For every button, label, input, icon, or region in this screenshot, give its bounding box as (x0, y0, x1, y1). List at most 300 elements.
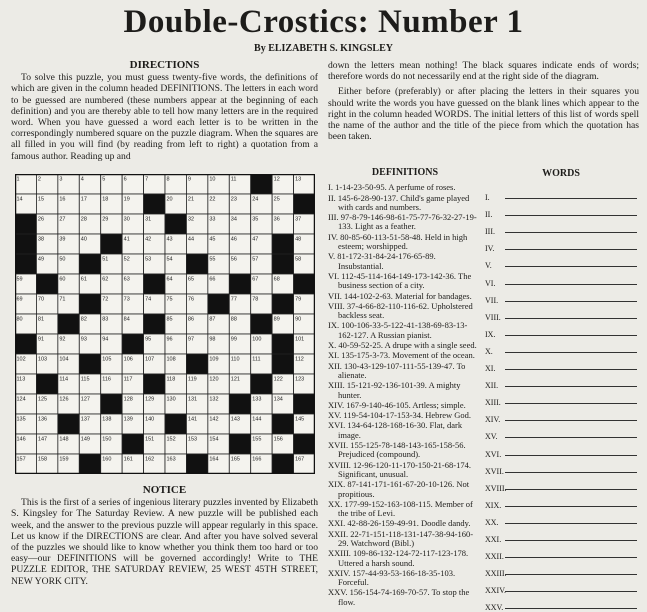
grid-square-number: 28 (80, 216, 87, 223)
grid-black-square (272, 254, 293, 274)
grid-square-number: 53 (145, 256, 152, 263)
word-entry-row[interactable] (485, 424, 637, 441)
definition-item: III. 97-8-79-146-98-61-75-77-76-32-27-19-133. Light as a feather. (328, 212, 477, 232)
grid-square-number: 27 (59, 216, 66, 223)
grid-square-number: 34 (230, 216, 237, 223)
grid-black-square (186, 354, 207, 374)
word-entry-row[interactable] (485, 356, 637, 373)
word-blank-line[interactable] (505, 385, 637, 387)
grid-black-square (15, 234, 36, 254)
word-entry-row[interactable] (485, 219, 637, 236)
word-blank-line[interactable] (505, 522, 637, 524)
grid-square-number: 154 (209, 436, 219, 443)
word-blank-line[interactable] (505, 265, 637, 267)
grid-square-number: 10 (209, 176, 216, 183)
word-blank-line[interactable] (505, 539, 637, 541)
grid-black-square (165, 214, 186, 234)
grid-square-number: 133 (252, 396, 262, 403)
words-heading: WORDS (542, 168, 580, 179)
word-number-label: XX. (485, 517, 499, 527)
grid-square-number: 112 (295, 356, 304, 363)
word-number-label: XVIII. (485, 483, 507, 493)
grid-black-square (15, 254, 36, 274)
grid-square-number: 122 (273, 376, 283, 383)
word-blank-line[interactable] (505, 334, 637, 336)
word-number-label: III. (485, 227, 495, 237)
grid-square-number: 147 (37, 436, 48, 443)
definition-item: XIX. 87-141-171-161-67-20-10-126. Not propitious. (328, 479, 470, 499)
grid-black-square (15, 214, 36, 234)
word-blank-line[interactable] (505, 317, 637, 319)
grid-square-number: 55 (209, 256, 216, 263)
definition-item: I. 1-14-23-50-95. A perfume of roses. (328, 182, 456, 193)
grid-square-number: 50 (59, 256, 66, 263)
definition-item: X. 40-59-52-25. A drupe with a single seed. (328, 340, 477, 351)
grid-square-number: 25 (273, 196, 280, 203)
grid-square-number: 61 (80, 276, 87, 283)
notice-text: This is the first of a series of ingenious literary puzzles invented by Elizabeth S. Kingsley for The Saturday Review. A new puzzle will be published each week, and the answer to the previous puzzle will appear regularly in this space. Let us know if the DIRECTIONS are clear. And after you have solved several of the puzzles we should like to know whether you think them too hard or too easy—our DEFINITIONS will be governed accordingly! Write to THE PUZZLE EDITOR, THE SATURDAY REVIEW, 25 WEST 45TH STREET, NEW YORK CITY. (11, 497, 318, 587)
puzzle-diagram[interactable] (15, 174, 315, 474)
grid-black-square (272, 414, 293, 434)
grid-square-number: 11 (230, 176, 237, 183)
grid-square-number: 98 (209, 336, 216, 343)
directions-right-column (328, 60, 639, 146)
word-entry-row[interactable] (485, 236, 637, 253)
word-number-label: XXV. (485, 603, 504, 612)
grid-square-number: 70 (37, 296, 45, 303)
grid-square-number: 85 (166, 316, 173, 323)
word-entry-row[interactable] (485, 561, 637, 578)
grid-square-number: 52 (123, 256, 130, 263)
grid-square-number: 89 (273, 316, 280, 323)
definition-item: VIII. 37-4-66-82-110-116-62. Upholstered backless seat. (328, 300, 473, 321)
grid-square-number: 166 (252, 456, 262, 463)
word-blank-line[interactable] (505, 197, 637, 199)
grid-square-number: 57 (252, 256, 259, 263)
grid-square-number: 158 (37, 456, 48, 463)
grid-square-number: 134 (273, 396, 283, 403)
grid-square-number: 128 (123, 396, 133, 403)
grid-square-number: 160 (102, 456, 112, 463)
grid-square-number: 39 (59, 236, 66, 243)
words-column (485, 168, 637, 612)
grid-black-square (36, 274, 57, 294)
grid-square-number: 145 (295, 416, 305, 423)
grid-black-square (272, 294, 293, 314)
grid-black-square (79, 294, 100, 314)
grid-square-number: 130 (166, 396, 176, 403)
grid-square-number: 129 (145, 396, 155, 403)
word-number-label: V. (485, 261, 492, 271)
grid-square-number: 108 (166, 356, 176, 363)
word-number-label: XIII. (485, 398, 501, 408)
grid-square-number: 159 (59, 456, 69, 463)
grid-square-number: 109 (209, 356, 219, 363)
definition-item: XXV. 156-154-74-169-70-57. To stop the flow. (328, 587, 470, 607)
grid-square-number: 47 (252, 236, 259, 243)
grid-square-number: 116 (102, 376, 111, 383)
grid-square-number: 84 (123, 316, 130, 323)
word-number-label: XXIII. (485, 569, 507, 579)
grid-square-number: 120 (209, 376, 219, 383)
grid-square-number: 40 (80, 236, 87, 243)
word-entry-row[interactable] (485, 305, 637, 322)
word-blank-line[interactable] (505, 283, 637, 285)
word-entry-row[interactable] (485, 476, 637, 493)
grid-square-number: 8 (166, 176, 170, 183)
grid-square-number: 150 (102, 436, 112, 443)
word-entry-row[interactable] (485, 441, 637, 458)
grid-square-number: 163 (166, 456, 176, 463)
grid-square-number: 76 (187, 296, 195, 303)
grid-black-square (144, 374, 165, 394)
grid-square-number: 124 (16, 396, 26, 403)
grid-square-number: 37 (295, 216, 302, 223)
grid-square-number: 72 (102, 296, 109, 303)
grid-square-number: 80 (16, 316, 23, 323)
directions-text-left: To solve this puzzle, you must guess twenty-five words, the definitions of which are given in the column headed DEFINITIONS. The letters in each word to be guessed are numbered (these numbers appear at the beginning of each definition) and you are thereby able to tell how many letters are in the required word. When you have guessed a word each letter is to be written in the correspondingly numbered square on the puzzle diagram. When the squares are all filled in you will find (by reading from left to right) a quotation from a famous author. Reading up and (11, 72, 318, 162)
definition-item: IX. 100-106-33-5-122-41-138-69-83-13-162-127. A Russian pianist. (328, 320, 468, 340)
grid-square-number: 101 (295, 336, 305, 343)
word-blank-line[interactable] (505, 248, 637, 250)
grid-square-number: 7 (145, 176, 149, 183)
word-blank-line[interactable] (505, 214, 637, 216)
puzzle-grid-svg[interactable] (15, 174, 315, 474)
notice-section (11, 485, 318, 591)
grid-black-square (144, 314, 165, 334)
grid-black-square (229, 434, 250, 454)
grid-square-number: 110 (230, 356, 240, 363)
grid-square-number: 5 (102, 176, 106, 183)
word-entry-row[interactable] (485, 527, 637, 544)
word-blank-line[interactable] (505, 505, 637, 507)
grid-square-number: 131 (187, 396, 198, 403)
grid-square-number: 151 (145, 436, 155, 443)
grid-square-number: 13 (295, 176, 302, 183)
grid-square-number: 143 (230, 416, 240, 423)
grid-square-number: 153 (187, 436, 198, 443)
grid-square-number: 23 (230, 196, 237, 203)
definition-item: XXIV. 157-44-93-53-166-18-35-103. Forceful. (328, 567, 456, 588)
grid-square-number: 26 (37, 216, 45, 223)
grid-square-number: 54 (166, 256, 173, 263)
grid-black-square (272, 334, 293, 354)
grid-square-number: 146 (16, 436, 26, 443)
grid-square-number: 90 (295, 316, 302, 323)
word-entry-row[interactable] (485, 339, 637, 356)
word-entry-row[interactable] (485, 578, 637, 595)
grid-square-number: 142 (209, 416, 219, 423)
grid-square-number: 49 (37, 256, 45, 263)
grid-square-number: 164 (209, 456, 219, 463)
word-blank-line[interactable] (505, 590, 637, 592)
grid-black-square (144, 194, 165, 214)
definition-item: XXII. 22-71-151-118-131-147-38-94-160-29. Watchword (Bibl.) (328, 528, 474, 548)
grid-square-number: 46 (230, 236, 237, 243)
word-entry-row[interactable] (485, 185, 637, 202)
grid-square-number: 45 (209, 236, 216, 243)
grid-square-number: 113 (16, 376, 26, 383)
grid-square-number: 95 (145, 336, 152, 343)
grid-square-number: 29 (102, 216, 109, 223)
grid-square-number: 155 (252, 436, 262, 443)
grid-square-number: 74 (145, 296, 152, 303)
grid-square-number: 78 (252, 296, 259, 303)
grid-square-number: 148 (59, 436, 69, 443)
grid-square-number: 105 (102, 356, 112, 363)
word-number-label: XVII. (485, 466, 504, 476)
word-entry-row[interactable] (485, 390, 637, 407)
grid-square-number: 67 (252, 276, 259, 283)
grid-square-number: 144 (252, 416, 262, 423)
grid-black-square (15, 334, 36, 354)
definition-item: XX. 177-99-152-163-108-115. Member of the tribe of Levi. (328, 498, 473, 519)
grid-square-number: 58 (295, 256, 302, 263)
word-number-label: IV. (485, 244, 495, 254)
page-title: Double-Crostics: Number 1 (123, 4, 524, 40)
grid-black-square (272, 454, 293, 474)
word-number-label: XII. (485, 381, 499, 391)
directions-text-right-2: Either before (preferably) or after placing the letters in their squares you should write the words you have guessed on the blank lines which appear to the right in the column headed WORDS. The initial letters of this list of words spell the name of the author and the title of the piece from which the quotation has been taken. (328, 86, 639, 143)
grid-black-square (101, 234, 122, 254)
grid-black-square (229, 394, 250, 414)
grid-black-square (294, 274, 315, 294)
grid-square-number: 15 (37, 196, 45, 203)
grid-square-number: 22 (209, 196, 216, 203)
word-entry-row[interactable] (485, 493, 637, 510)
grid-square-number: 87 (209, 316, 216, 323)
definition-item: V. 81-172-31-84-24-176-65-89. Insubstantial. (328, 251, 436, 271)
word-number-label: XXIV. (485, 586, 506, 596)
grid-black-square (272, 354, 293, 374)
word-blank-line[interactable] (505, 436, 637, 438)
grid-square-number: 136 (37, 416, 48, 423)
word-blank-line[interactable] (505, 454, 637, 456)
grid-square-number: 73 (123, 296, 130, 303)
grid-square-number: 42 (145, 236, 152, 243)
grid-black-square (229, 274, 250, 294)
word-blank-line[interactable] (505, 488, 637, 490)
word-blank-line[interactable] (505, 556, 637, 558)
word-number-label: I. (485, 193, 490, 203)
grid-square-number: 82 (80, 316, 87, 323)
grid-black-square (294, 394, 315, 414)
word-entry-row[interactable] (485, 510, 637, 527)
grid-black-square (294, 194, 315, 214)
grid-square-number: 65 (187, 276, 195, 283)
grid-square-number: 43 (166, 236, 173, 243)
grid-square-number: 126 (59, 396, 69, 403)
grid-black-square (122, 334, 143, 354)
word-number-label: XI. (485, 364, 496, 374)
grid-square-number: 2 (37, 176, 41, 183)
word-entry-row[interactable] (485, 322, 637, 339)
grid-square-number: 17 (80, 196, 87, 203)
word-number-label: IX. (485, 329, 496, 339)
directions-text-right-1: down the letters mean nothing! The black squares indicate ends of words; therefore words do not necessarily end at the right side of the diagram. (328, 60, 639, 83)
definition-item: XI. 135-175-3-73. Movement of the ocean. (328, 350, 475, 361)
grid-black-square (208, 294, 229, 314)
word-blank-line[interactable] (505, 573, 637, 575)
definition-item: XIV. 167-9-140-46-105. Artless; simple. (328, 399, 466, 410)
definition-item: IV. 80-85-60-113-51-58-48. Held in high esteem; worshipped. (328, 231, 468, 252)
grid-square-number: 92 (59, 336, 66, 343)
word-number-label: XXII. (485, 552, 504, 562)
word-entry-row[interactable] (485, 202, 637, 219)
grid-square-number: 123 (295, 376, 305, 383)
grid-square-number: 33 (209, 216, 216, 223)
grid-square-number: 125 (37, 396, 48, 403)
grid-square-number: 79 (295, 296, 302, 303)
word-blank-line[interactable] (505, 300, 637, 302)
grid-black-square (79, 454, 100, 474)
definition-item: XXI. 42-88-26-159-49-91. Doodle dandy. (328, 518, 471, 529)
word-number-label: VII. (485, 295, 499, 305)
grid-black-square (165, 414, 186, 434)
grid-square-number: 139 (123, 416, 133, 423)
grid-square-number: 96 (166, 336, 173, 343)
grid-black-square (144, 274, 165, 294)
word-entry-row[interactable] (485, 253, 637, 270)
grid-square-number: 19 (123, 196, 130, 203)
grid-square-number: 48 (295, 236, 302, 243)
grid-square-number: 137 (80, 416, 90, 423)
definition-item: XXIII. 109-86-132-124-72-117-123-178. Uttered a harsh sound. (328, 548, 469, 568)
grid-square-number: 115 (80, 376, 90, 383)
grid-square-number: 93 (80, 336, 87, 343)
definitions-column (328, 168, 482, 608)
word-entry-row[interactable] (485, 544, 637, 561)
grid-square-number: 121 (230, 376, 240, 383)
grid-square-number: 165 (230, 456, 240, 463)
grid-square-number: 44 (187, 236, 195, 243)
grid-square-number: 141 (187, 416, 198, 423)
grid-square-number: 30 (123, 216, 130, 223)
byline: By ELIZABETH S. KINGSLEY (254, 43, 393, 54)
word-number-label: XIX. (485, 500, 502, 510)
grid-black-square (186, 254, 207, 274)
grid-square-number: 167 (295, 456, 305, 463)
grid-square-number: 9 (187, 176, 191, 183)
grid-square-number: 41 (123, 236, 130, 243)
definition-item: VI. 112-45-114-164-149-173-142-36. The business section of a city. (328, 270, 472, 291)
directions-left-column (11, 60, 318, 166)
grid-black-square (122, 434, 143, 454)
grid-square-number: 59 (16, 276, 23, 283)
grid-black-square (79, 254, 100, 274)
word-number-label: XV. (485, 432, 498, 442)
grid-square-number: 81 (37, 316, 45, 323)
definition-item: XIII. 15-121-92-136-101-39. A mighty hunter. (328, 380, 461, 400)
word-number-label: II. (485, 210, 493, 220)
grid-square-number: 56 (230, 256, 237, 263)
definition-item: XV. 119-54-104-17-153-34. Hebrew God. (328, 410, 472, 421)
directions-heading: DIRECTIONS (129, 59, 200, 71)
notice-heading: NOTICE (142, 484, 187, 496)
definition-item: XVI. 134-64-128-168-16-30. Flat, dark image. (328, 420, 463, 440)
grid-black-square (36, 374, 57, 394)
word-blank-line[interactable] (505, 419, 637, 421)
grid-square-number: 138 (102, 416, 112, 423)
grid-square-number: 63 (123, 276, 130, 283)
grid-square-number: 71 (59, 296, 66, 303)
word-blank-line[interactable] (505, 351, 637, 353)
word-entry-row[interactable] (485, 595, 637, 612)
grid-square-number: 6 (123, 176, 127, 183)
word-number-label: X. (485, 346, 493, 356)
grid-square-number: 18 (102, 196, 109, 203)
grid-black-square (101, 394, 122, 414)
grid-square-number: 64 (166, 276, 173, 283)
grid-square-number: 104 (59, 356, 69, 363)
grid-black-square (251, 314, 272, 334)
grid-square-number: 31 (145, 216, 152, 223)
grid-square-number: 91 (37, 336, 45, 343)
grid-square-number: 68 (273, 276, 280, 283)
word-entry-row[interactable] (485, 459, 637, 476)
grid-square-number: 88 (230, 316, 237, 323)
grid-black-square (251, 174, 272, 194)
word-entry-row[interactable] (485, 373, 637, 390)
word-blank-line[interactable] (505, 368, 637, 370)
grid-square-number: 4 (80, 176, 84, 183)
grid-square-number: 21 (187, 196, 195, 203)
word-blank-line[interactable] (505, 402, 637, 404)
grid-square-number: 107 (145, 356, 155, 363)
word-blank-line[interactable] (505, 607, 637, 609)
grid-square-number: 111 (252, 356, 261, 363)
grid-square-number: 149 (80, 436, 90, 443)
grid-square-number: 14 (16, 196, 23, 203)
word-number-label: XIV. (485, 415, 501, 425)
definitions-heading: DEFINITIONS (371, 167, 439, 178)
grid-square-number: 94 (102, 336, 109, 343)
word-number-label: VIII. (485, 312, 501, 322)
grid-black-square (58, 414, 79, 434)
grid-square-number: 20 (166, 196, 173, 203)
word-number-label: XVI. (485, 449, 502, 459)
definition-item: II. 145-6-28-90-137. Child's game played with cards and numbers. (328, 192, 470, 212)
grid-square-number: 60 (59, 276, 66, 283)
grid-black-square (58, 314, 79, 334)
grid-square-number: 12 (273, 176, 280, 183)
grid-square-number: 83 (102, 316, 109, 323)
grid-square-number: 106 (123, 356, 133, 363)
grid-square-number: 97 (187, 336, 195, 343)
grid-square-number: 3 (59, 176, 63, 183)
grid-square-number: 162 (145, 456, 155, 463)
grid-square-number: 102 (16, 356, 26, 363)
grid-square-number: 135 (16, 416, 26, 423)
grid-square-number: 157 (16, 456, 26, 463)
word-entry-row[interactable] (485, 407, 637, 424)
word-entry-row[interactable] (485, 288, 637, 305)
grid-square-number: 118 (166, 376, 176, 383)
word-blank-line[interactable] (505, 471, 637, 473)
grid-square-number: 156 (273, 436, 283, 443)
grid-square-number: 77 (230, 296, 237, 303)
grid-square-number: 103 (37, 356, 48, 363)
grid-square-number: 99 (230, 336, 237, 343)
grid-black-square (272, 234, 293, 254)
word-number-label: XXI. (485, 534, 502, 544)
word-blank-line[interactable] (505, 231, 637, 233)
grid-square-number: 114 (59, 376, 69, 383)
word-entry-row[interactable] (485, 270, 637, 287)
definition-item: XVII. 155-125-78-148-143-165-158-56. Prejudiced (compound). (328, 440, 466, 460)
grid-square-number: 75 (166, 296, 173, 303)
grid-square-number: 152 (166, 436, 176, 443)
